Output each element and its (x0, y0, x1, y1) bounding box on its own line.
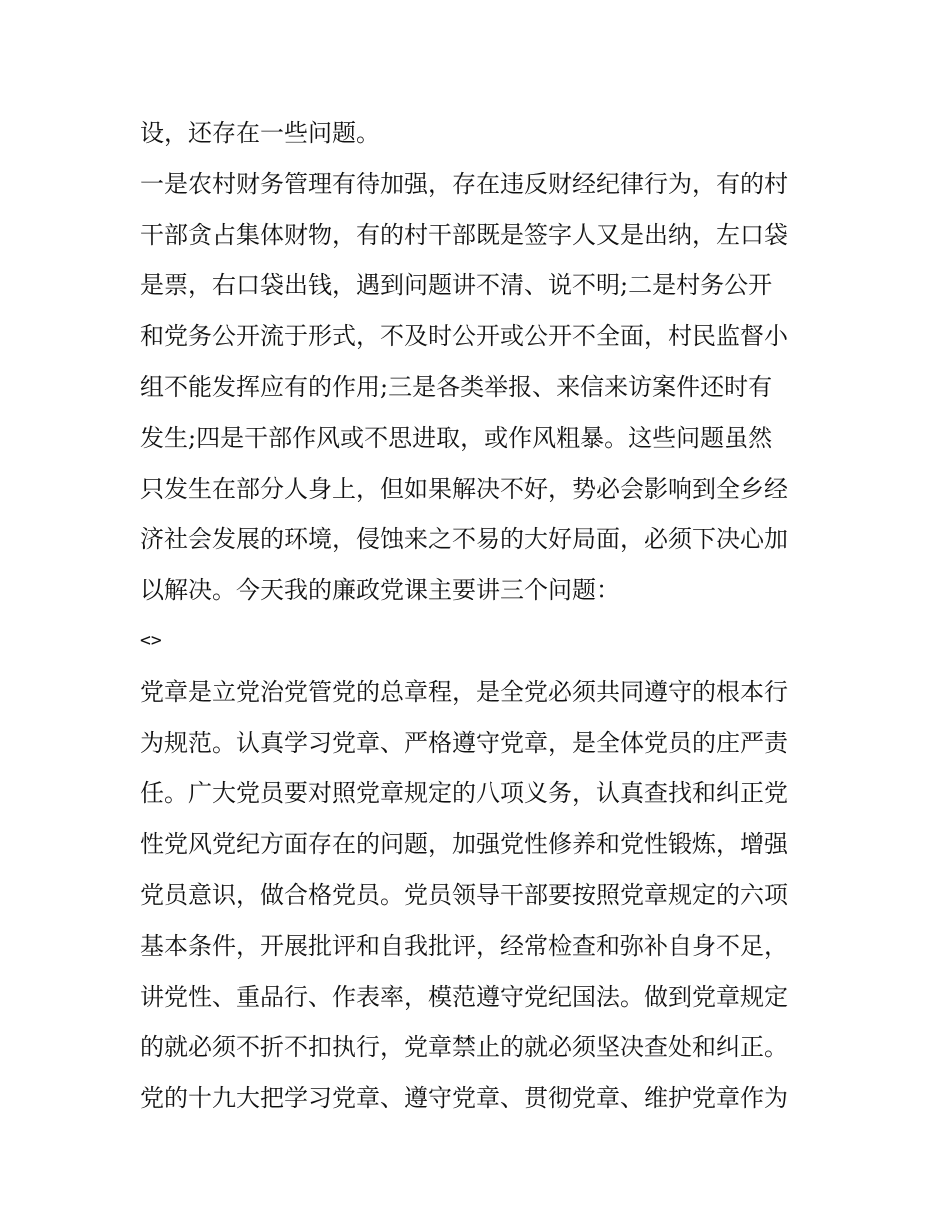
text-line: 基本条件，开展批评和自我批评，经常检查和弥补自身不足， (140, 931, 788, 960)
body-text (140, 108, 820, 1124)
text-line: 党章是立党治党管党的总章程，是全党必须共同遵守的根本行 (140, 677, 788, 706)
text-line: 党的十九大把学习党章、遵守党章、贯彻党章、维护党章作为 (140, 1084, 788, 1113)
text-line: 发生;四是干部作风或不思进取，或作风粗暴。这些问题虽然 (140, 423, 773, 452)
text-line: 为规范。认真学习党章、严格遵守党章，是全体党员的庄严责 (140, 728, 788, 757)
text-line: 干部贪占集体财物，有的村干部既是签字人又是出纳，左口袋 (140, 220, 788, 249)
text-line: 党员意识，做合格党员。党员领导干部要按照党章规定的六项 (140, 880, 788, 909)
text-line: 一是农村财务管理有待加强，存在违反财经纪律行为，有的村 (140, 169, 788, 198)
text-line: 以解决。今天我的廉政党课主要讲三个问题： (140, 576, 620, 605)
section-marker: <> (140, 629, 162, 651)
text-line: 只发生在部分人身上，但如果解决不好，势必会影响到全乡经 (140, 474, 788, 503)
text-line: 是票，右口袋出钱，遇到问题讲不清、说不明;二是村务公开 (140, 271, 773, 300)
text-line: 组不能发挥应有的作用;三是各类举报、来信来访案件还时有 (140, 372, 773, 401)
text-line: 任。广大党员要对照党章规定的八项义务，认真查找和纠正党 (140, 779, 788, 808)
text-line: 济社会发展的环境，侵蚀来之不易的大好局面，必须下决心加 (140, 525, 788, 554)
text-line: 和党务公开流于形式，不及时公开或公开不全面，村民监督小 (140, 322, 788, 351)
text-line: 性党风党纪方面存在的问题，加强党性修养和党性锻炼，增强 (140, 830, 788, 859)
text-line: 讲党性、重品行、作表率，模范遵守党纪国法。做到党章规定 (140, 982, 788, 1011)
text-line: 的就必须不折不扣执行，党章禁止的就必须坚决查处和纠正。 (140, 1033, 788, 1062)
text-line: 设，还存在一些问题。 (140, 119, 380, 147)
